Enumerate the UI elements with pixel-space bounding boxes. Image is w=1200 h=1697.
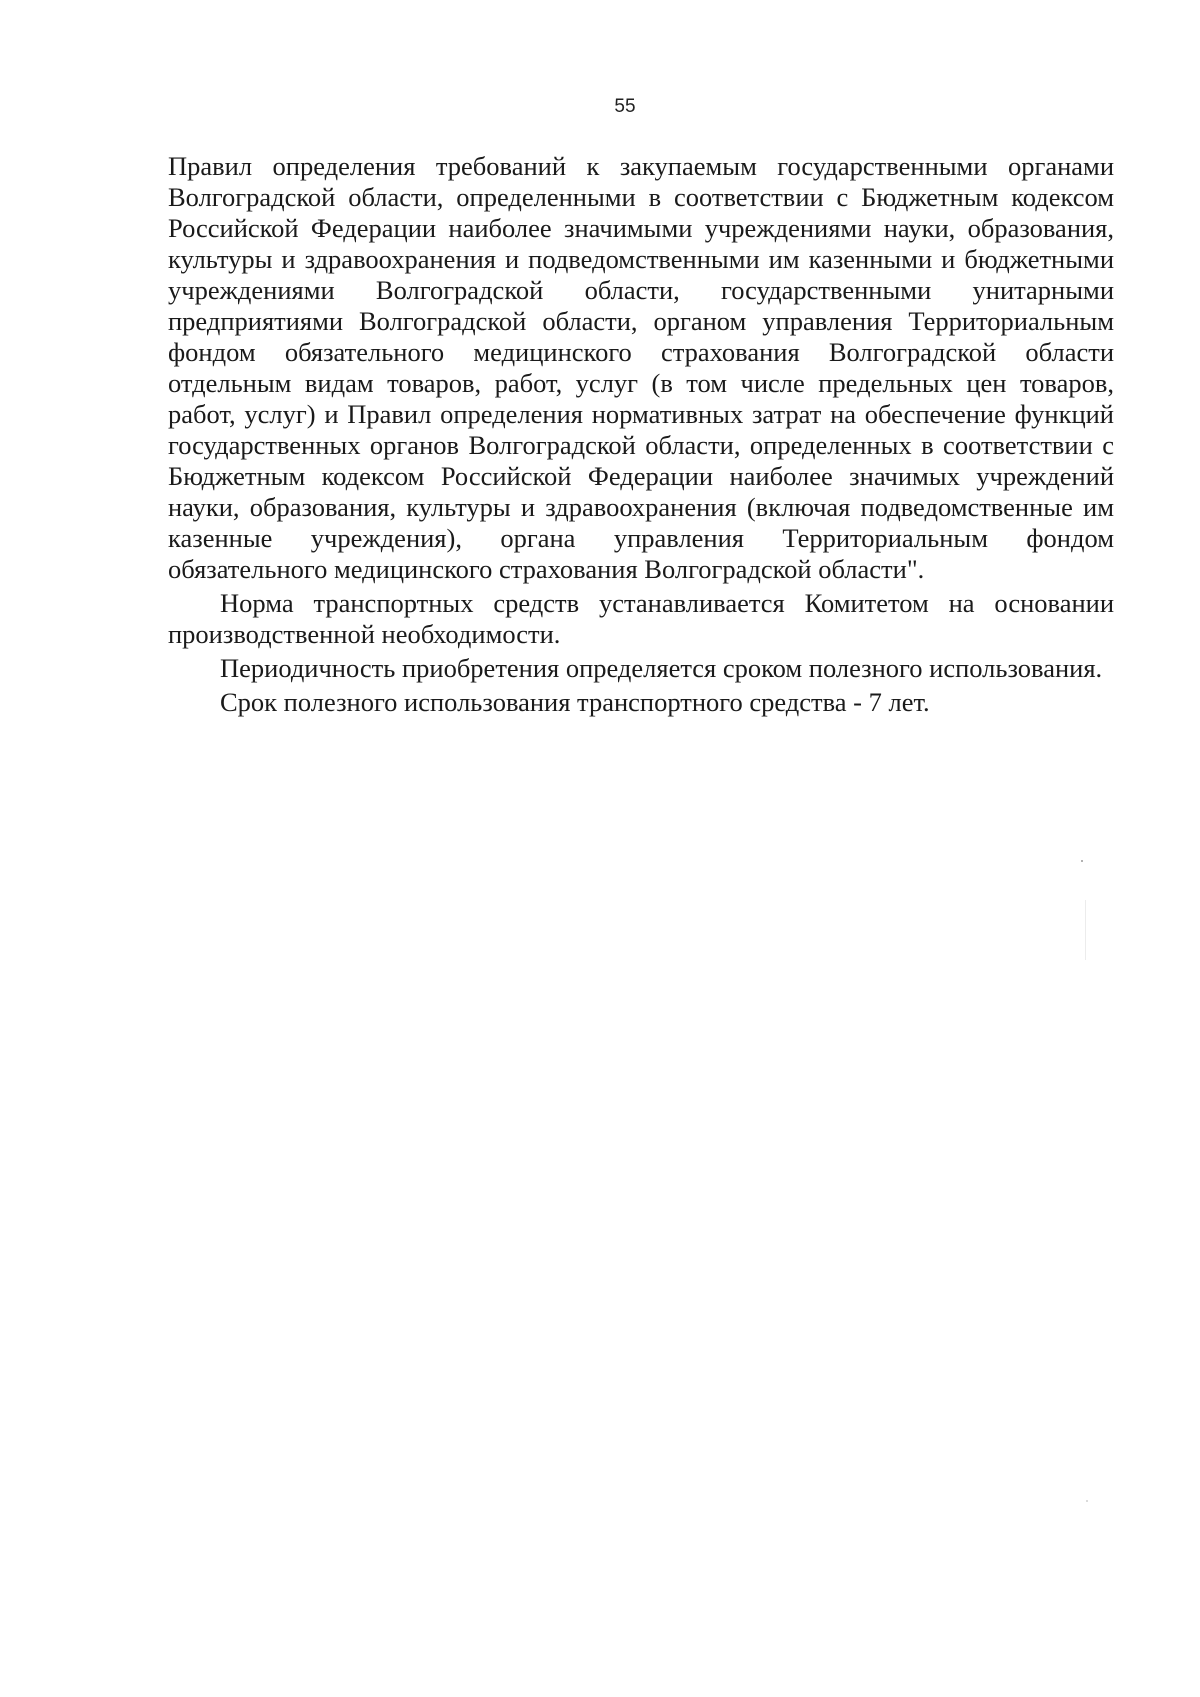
scan-artifact-line: [1085, 900, 1086, 960]
paragraph-continuation: Правил определения требований к закупаемым государственными органами Волгоградской области, определенными в соответствии с Бюджетным кодексом Российской Федерации наиболее значимыми учреждениями науки, образования, культуры и здравоохранения и подведомственными им казенными и бюджетными учреждениями Волгоградской области, государственными унитарными предприятиями Волгоградской области, органом управления Территориальным фондом обязательного медицинского страхования Волгоградской области отдельным видам товаров, работ, услуг (в том числе предельных цен товаров, работ, услуг) и Правил определения нормативных затрат на обеспечение функций государственных органов Волгоградской области, определенных в соответствии с Бюджетным кодексом Российской Федерации наиболее значимых учреждений науки, образования, культуры и здравоохранения (включая подведомственные им казенные учреждения), органа управления Территориальным фондом обязательного медицинского страхования Волгоградской области".: [168, 151, 1114, 584]
paragraph-purchase-frequency: Периодичность приобретения определяется сроком полезного использования.: [220, 653, 1103, 683]
scan-speck: [1081, 860, 1083, 862]
page-number: 55: [614, 96, 636, 117]
paragraph-vehicle-norm: Норма транспортных средств устанавливается Комитетом на основании производственной необходимости.: [168, 588, 1114, 649]
scan-speck: [1086, 1500, 1088, 1502]
paragraph-useful-life: Срок полезного использования транспортного средства - 7 лет.: [220, 687, 930, 717]
document-body: [168, 151, 1114, 718]
